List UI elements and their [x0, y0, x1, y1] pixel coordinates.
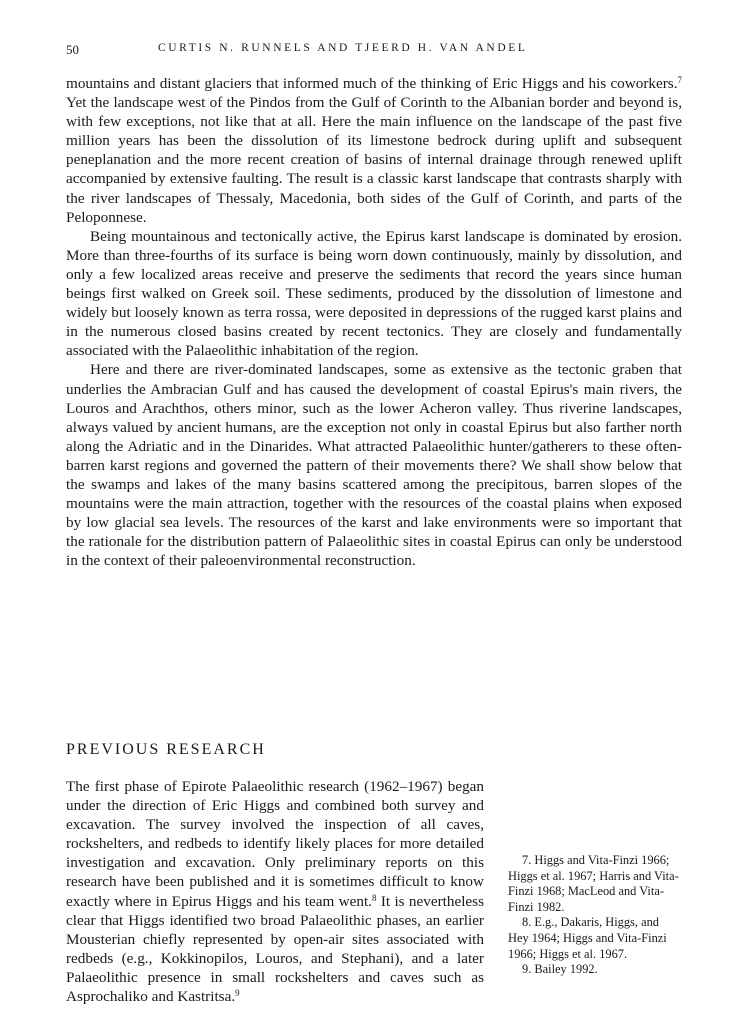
paragraph — [66, 74, 682, 227]
paragraph-text: mountains and distant glaciers that informed much of the thinking of Eric Higgs and his coworkers. — [66, 75, 678, 92]
footnote-ref[interactable]: 8 — [371, 892, 377, 903]
paragraph: Being mountainous and tectonically active, the Epirus karst landscape is dominated by erosion. More than three-fourths of its surface is being worn down continuously, mainly by dissolution, and only a few localized areas receive and preserve the sediments that record the years since human beings first walked on Greek soil. These sediments, produced by the dissolution of limestone and widely but loosely known as terra rossa, were deposited in depressions of the rugged karst plains and in the numerous closed basins created by recent tectonics. They are closely and fundamentally associated with the Palaeolithic inhabitation of the region. — [66, 227, 682, 360]
footnote-ref[interactable]: 9 — [235, 988, 240, 999]
paragraph-text: The first phase of Epirote Palaeolithic research (1962–1967) began under the direction of Eric Higgs and combined both survey and excavation. The survey involved the inspection of all caves, rockshelters, and redbeds to identify likely places for more detailed investigation and excavation. Only preliminary reports on this research have been published and it is sometimes difficult to know exactly where in Epirus Higgs and his team went. — [66, 778, 484, 910]
footnotes — [508, 853, 680, 978]
section-text — [66, 777, 484, 1006]
paragraph: Here and there are river-dominated landscapes, some as extensive as the tectonic graben that underlies the Ambracian Gulf and has caused the development of coastal Epirus's main rivers, the Louros and Arachthos, others minor, such as the lower Acheron valley. Thus riverine landscapes, always valued by ancient humans, are the exception not only in coastal Epirus but also farther north along the Adriatic and in the Dinarides. What attracted Palaeolithic hunter/gatherers to these often-barren karst regions and governed the pattern of their movements there? We shall show below that the swamps and lakes of the many basins scattered among the precipitous, barren slopes of the mountains were the main attraction, together with the resources of the coastal plains when exposed by low glacial sea levels. The resources of the karst and lake environments were so important that the rationale for the distribution pattern of Palaeolithic sites in coastal Epirus can only be understood in the context of their paleoenvironmental reconstruction. — [66, 361, 682, 570]
footnote: 9. Bailey 1992. — [522, 962, 598, 977]
paragraph — [66, 777, 484, 1006]
running-title: CURTIS N. RUNNELS AND TJEERD H. VAN ANDEL — [158, 42, 528, 54]
section-heading: PREVIOUS RESEARCH — [66, 741, 266, 758]
footnote: 8. E.g., Dakaris, Higgs, and Hey 1964; Higgs and Vita-Finzi 1966; Higgs et al. 1967. — [508, 915, 667, 961]
main-text — [66, 74, 682, 570]
paragraph-text: It is nevertheless clear that Higgs identified two broad Palaeolithic phases, an earlier Mousterian chiefly represented by open-air sites associated with redbeds (e.g., Kokkinopilos, Louros, and Stephani), and a later Palaeolithic presence in small rockshelters and caves such as Asprochaliko and Kastritsa. — [66, 892, 484, 1006]
paragraph-text: Yet the landscape west of the Pindos from the Gulf of Corinth to the Albanian border and beyond is, with few exceptions, not like that at all. Here the main influence on the landscape of the past five million years has been the dissolution of its limestone bedrock during uplift and subsequent peneplanation and the more recent creation of basins of internal drainage through renewed uplift accompanied by extensive faulting. The result is a classic karst landscape that contrasts sharply with the river landscapes of Thessaly, Macedonia, both sides of the Gulf of Corinth, and parts of the Peloponnese. — [66, 94, 682, 226]
footnote: 7. Higgs and Vita-Finzi 1966; Higgs et al. 1967; Harris and Vita-Finzi 1968; MacLeod and Vita-Finzi 1982. — [508, 853, 679, 914]
footnote-ref[interactable]: 7 — [677, 75, 682, 85]
page-number: 50 — [66, 42, 79, 57]
